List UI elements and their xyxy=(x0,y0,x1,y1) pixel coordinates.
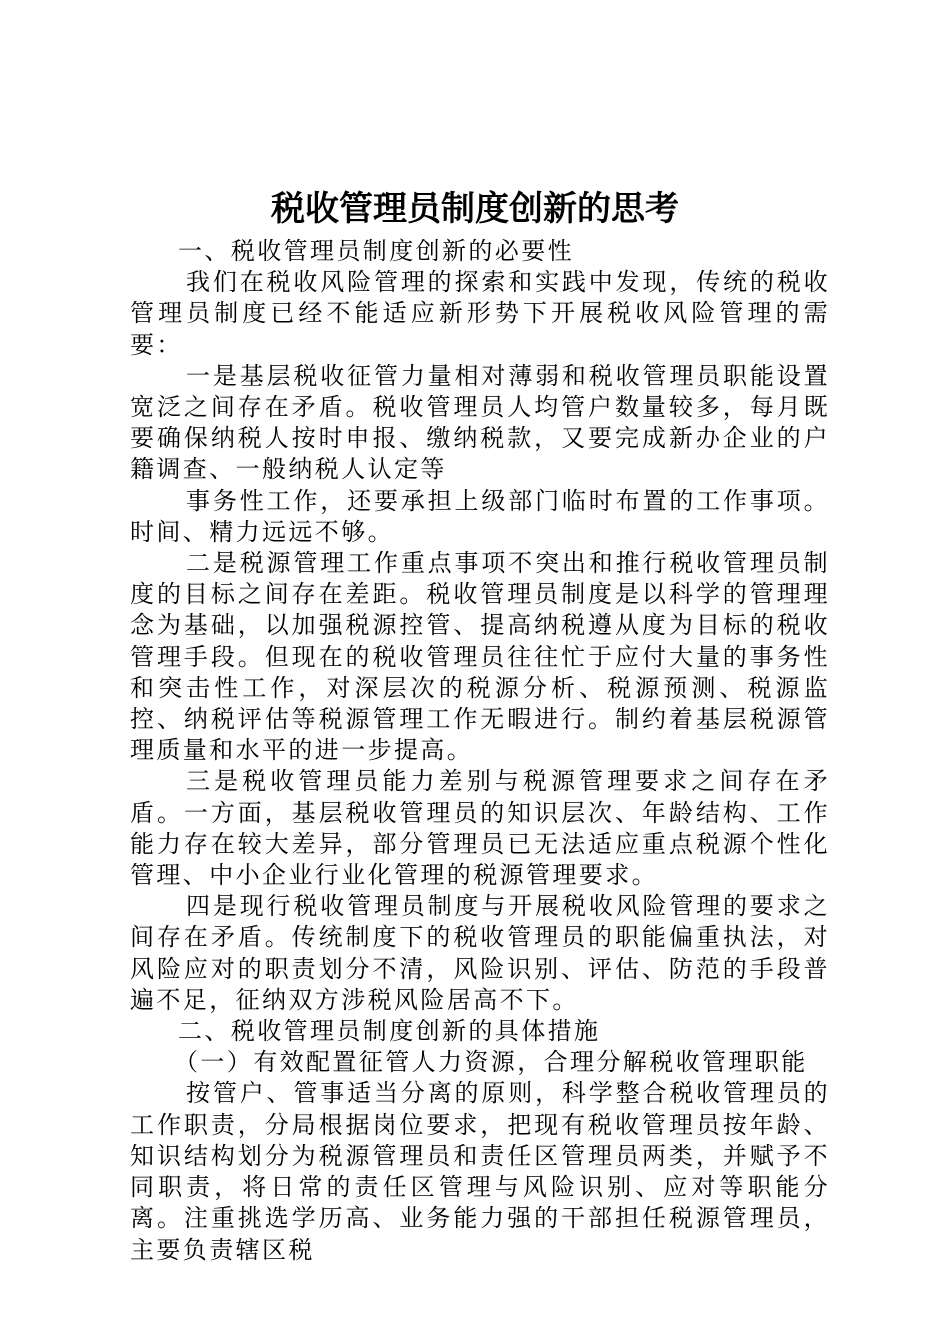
paragraph: 二是税源管理工作重点事项不突出和推行税收管理员制度的目标之间存在差距。税收管理员制度是以科学的管理理念为基础，以加强税源控管、提高纳税遵从度为目标的税收管理手段。但现在的税收管理员往往忙于应付大量的事务性和突击性工作，对深层次的税源分析、税源预测、税源监控、纳税评估等税源管理工作无暇进行。制约着基层税源管理质量和水平的进一步提高。 xyxy=(130,549,830,765)
paragraph: 一是基层税收征管力量相对薄弱和税收管理员职能设置宽泛之间存在矛盾。税收管理员人均管户数量较多，每月既要确保纳税人按时申报、缴纳税款，又要完成新办企业的户籍调查、一般纳税人认定等 xyxy=(130,361,830,484)
section-heading: 一、税收管理员制度创新的必要性 xyxy=(178,237,574,265)
paragraph: 三是税收管理员能力差别与税源管理要求之间存在矛盾。一方面，基层税收管理员的知识层次、年龄结构、工作能力存在较大差异，部分管理员已无法适应重点税源个性化管理、中小企业行业化管理的税源管理要求。 xyxy=(130,767,830,890)
document-body xyxy=(130,236,830,1266)
paragraph: 事务性工作，还要承担上级部门临时布置的工作事项。时间、精力远远不够。 xyxy=(130,486,830,546)
section-heading: 二、税收管理员制度创新的具体措施 xyxy=(178,1017,601,1046)
paragraph: 按管户、管事适当分离的原则，科学整合税收管理员的工作职责，分局根据岗位要求，把现有税收管理员按年龄、知识结构划分为税源管理员和责任区管理员两类，并赋予不同职责，将日常的责任区管理与风险识别、应对等职能分离。注重挑选学历高、业务能力强的干部担任税源管理员，主要负责辖区税 xyxy=(130,1079,830,1264)
paragraph: 四是现行税收管理员制度与开展税收风险管理的要求之间存在矛盾。传统制度下的税收管理员的职能偏重执法，对风险应对的职责划分不清，风险识别、评估、防范的手段普遍不足，征纳双方涉税风险居高不下。 xyxy=(130,892,830,1014)
paragraph: 我们在税收风险管理的探索和实践中发现，传统的税收管理员制度已经不能适应新形势下开展税收风险管理的需要： xyxy=(130,268,830,359)
document-title: 税收管理员制度创新的思考 xyxy=(271,189,679,229)
subsection-heading: （一）有效配置征管人力资源，合理分解税收管理职能 xyxy=(174,1048,808,1077)
